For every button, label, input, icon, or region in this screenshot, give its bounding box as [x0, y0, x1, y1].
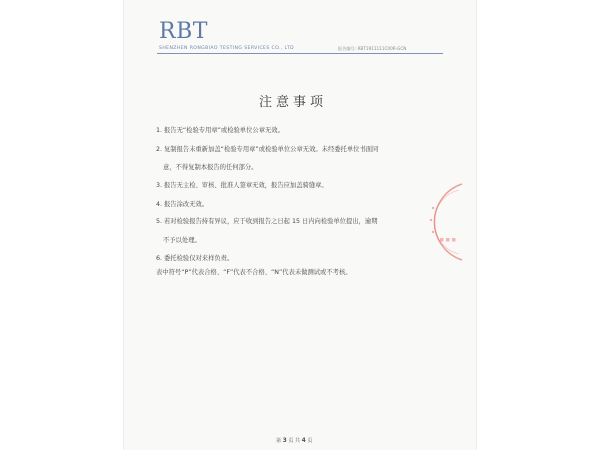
header-divider — [157, 53, 443, 54]
symbol-legend: 表中符号“P”代表合格、“F”代表不合格、“N”代表未做测试或不考核。 — [156, 269, 352, 276]
note-6: 6. 委托检验仅对来样负责。 — [156, 255, 234, 262]
footer-prefix: 第 — [276, 438, 282, 444]
page-title: 注意事项 — [259, 95, 328, 110]
total-pages: 4 — [301, 437, 306, 444]
footer-suffix: 页 — [307, 438, 313, 444]
company-logo: RBT — [159, 19, 208, 44]
note-5-continued: 不予以处理。 — [163, 237, 201, 244]
note-3: 3. 报告无主检、审核、批准人签章无效，报告应加盖骑缝章。 — [156, 182, 328, 189]
page-footer — [276, 437, 312, 444]
note-1: 1. 报告无“检验专用章”或检验单位公章无效。 — [156, 127, 284, 134]
footer-middle: 页 共 — [288, 438, 300, 444]
note-4: 4. 报告涂改无效。 — [156, 201, 209, 208]
note-2-continued: 意，不得复制本报告的任何部分。 — [163, 164, 258, 171]
report-number: 报告编号: RBT1911111C00R-GCN — [338, 46, 407, 51]
company-name: SHENZHEN RONGBIAO TESTING SERVICES CO., LTD — [159, 46, 295, 51]
current-page: 3 — [282, 437, 287, 444]
note-5: 5. 若对检验报告持有异议，应于收到报告之日起 15 日内向检验单位提出，逾期 — [156, 218, 378, 225]
note-2: 2. 复制报告未重新加盖“检验专用章”或检验单位公章无效。未经委托单位书面同 — [156, 146, 379, 153]
